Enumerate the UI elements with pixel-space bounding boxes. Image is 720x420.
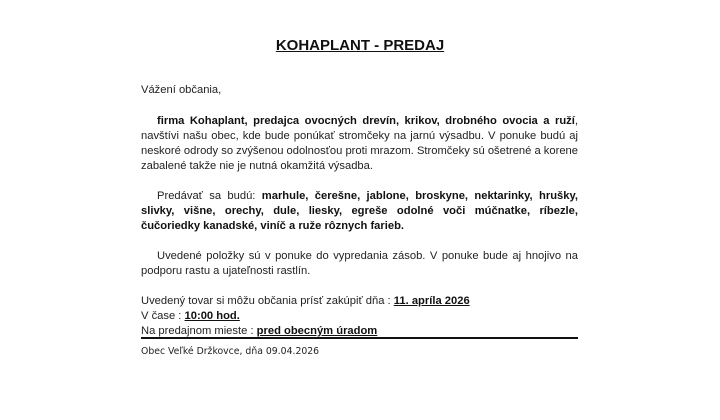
stock-paragraph: Uvedené položky sú v ponuke do vypredania zásob. V ponuke bude aj hnojivo na podporu rastu a ujateľnosti rastlín. [141, 250, 578, 277]
greeting: Vážení občania, [141, 84, 222, 96]
products-list: marhule, čerešne, jablone, broskyne, nektarinky, hrušky, slivky, višne, orechy, dule, liesky, egreše odolné voči múčnatke, ríbezle, čučoriedky kanadské, viníč a ruže rôznych farieb. [141, 190, 578, 232]
products-intro: Predávať sa budú: [157, 190, 262, 202]
intro-text: , navštívi našu obec, kde bude ponúkať stromčeky na jarnú výsadbu. V ponuke budú aj neskoré odrody so zvýšenou odolnosťou proti mrazom. Stromčeky sú ošetrené a korene zabalené takže nie je nutná okamžitá výsadba. [141, 115, 579, 172]
page-title: KOHAPLANT - PREDAJ [275, 37, 445, 54]
sale-date: 11. apríla 2026 [393, 295, 470, 307]
company-description: firma Kohaplant, predajca ovocných drevín, krikov, drobného ovocia a ruží [157, 115, 575, 127]
products-paragraph [141, 189, 578, 234]
footer-signature: Obec Veľké Držkovce, dňa 09.04.2026 [141, 346, 320, 357]
sale-time-line [141, 309, 578, 324]
sale-place-label: Na predajnom mieste : [141, 325, 257, 337]
sale-time: 10:00 hod. [184, 310, 240, 322]
sale-date-label: Uvedený tovar si môžu občania prísť zakúpiť dňa : [141, 295, 394, 307]
intro-paragraph [141, 114, 578, 174]
sale-time-label: V čase : [141, 310, 185, 322]
divider [141, 337, 578, 339]
sale-place: pred obecným úradom [256, 325, 378, 337]
sale-details [141, 294, 578, 339]
sale-date-line [141, 294, 578, 309]
